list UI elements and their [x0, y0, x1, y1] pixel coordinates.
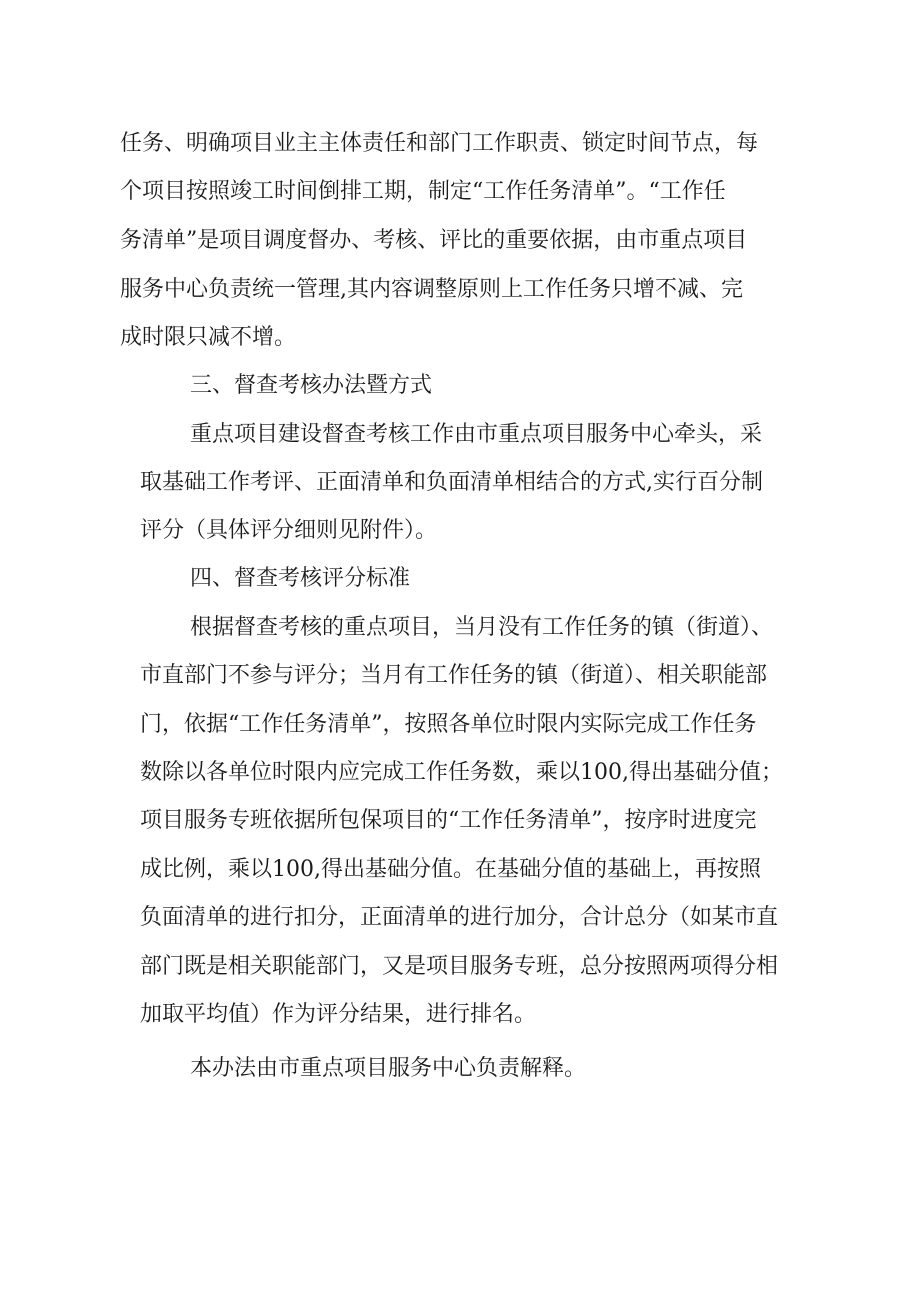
paragraph-line: 负面清单的进行扣分，正面清单的进行加分，合计总分（如某市直: [140, 905, 779, 930]
paragraph-line: 门，依据“工作任务清单”，按照各单位时限内实际完成工作任务: [140, 712, 757, 737]
closing-statement: 本办法由市重点项目服务中心负责解释。: [190, 1056, 587, 1081]
paragraph-line: 部门既是相关职能部门，又是项目服务专班，总分按照两项得分相: [140, 954, 779, 979]
paragraph-line: 加取平均值）作为评分结果，进行排名。: [140, 1002, 537, 1027]
paragraph-line: 服务中心负责统一管理,其内容调整原则上工作任务只增不减、完: [120, 277, 743, 302]
paragraph-line: 项目服务专班依据所包保项目的“工作任务清单”，按序时进度完: [140, 808, 757, 833]
paragraph-line: 个项目按照竣工时间倒排工期，制定“工作任务清单”。“工作任: [120, 179, 726, 204]
paragraph-line: 成比例，乘以100,得出基础分值。在基础分值的基础上，再按照: [140, 857, 761, 882]
section-4-heading: 四、督查考核评分标准: [190, 566, 411, 591]
paragraph-line: 评分（具体评分细则见附件）。: [140, 518, 438, 543]
paragraph-line: 数除以各单位时限内应完成工作任务数，乘以100,得出基础分值；: [140, 760, 783, 785]
paragraph-line: 任务、明确项目业主主体责任和部门工作职责、锁定时间节点，每: [120, 131, 759, 156]
paragraph-line: 成时限只减不增。: [120, 325, 297, 350]
paragraph-line: 取基础工作考评、正面清单和负面清单相结合的方式,实行百分制: [140, 470, 763, 495]
paragraph-line: 根据督查考核的重点项目，当月没有工作任务的镇（街道）、: [190, 615, 774, 640]
paragraph-line: 重点项目建设督查考核工作由市重点项目服务中心牵头，采: [190, 422, 763, 447]
section-3-heading: 三、督查考核办法暨方式: [190, 373, 433, 398]
paragraph-line: 市直部门不参与评分；当月有工作任务的镇（街道）、相关职能部: [140, 663, 768, 688]
paragraph-line: 务清单”是项目调度督办、考核、评比的重要依据，由市重点项目: [120, 228, 748, 253]
